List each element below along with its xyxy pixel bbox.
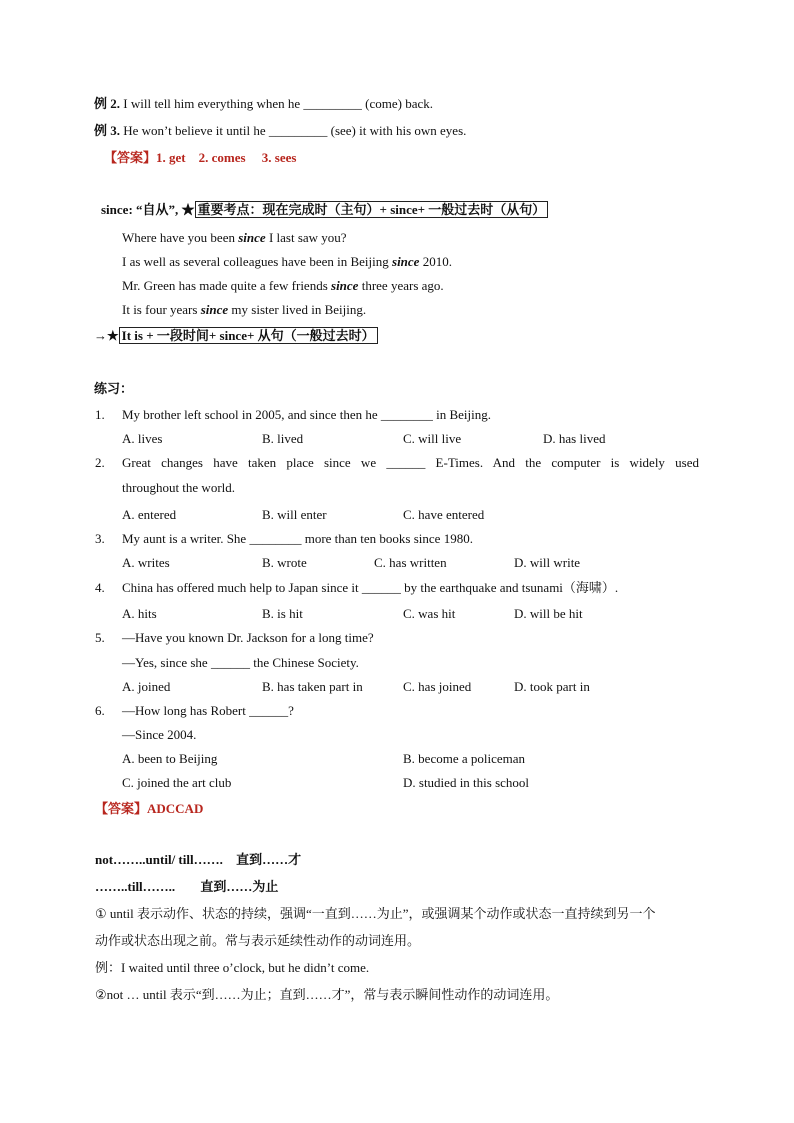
sentence-part: three years ago. <box>358 278 444 293</box>
keyword-since: since <box>331 278 359 293</box>
question-number: 2. <box>95 455 105 470</box>
question-number: 4. <box>95 580 105 595</box>
until-meaning: 直到……才 <box>236 852 302 867</box>
option-c: C. has joined <box>403 679 472 694</box>
option-b: B. is hit <box>262 606 303 621</box>
option-a: A. hits <box>122 606 157 621</box>
example-label: 例 3. <box>94 123 121 138</box>
example-3 <box>94 122 466 140</box>
option-a: A. been to Beijing <box>122 751 218 766</box>
example-text: I will tell him everything when he _________ (come) back. <box>123 96 434 111</box>
question-number: 5. <box>95 630 105 645</box>
question-6-stem-cont: —Since 2004. <box>122 727 197 742</box>
option-a: A. entered <box>122 507 177 522</box>
practice-title: 练习： <box>94 381 134 396</box>
sentence-part: It is four years <box>122 302 201 317</box>
until-example: 例：I waited until three o’clock, but he didn’t come. <box>95 960 370 975</box>
option-d: D. has lived <box>543 431 606 446</box>
since-rule-2 <box>94 327 378 345</box>
answer-block-2: 【答案】ADCCAD <box>95 801 204 816</box>
option-c: C. was hit <box>403 606 456 621</box>
since-example-3 <box>122 277 444 295</box>
question-2-stem-cont: throughout the world. <box>122 480 236 495</box>
option-c: C. has written <box>374 555 447 570</box>
question-number: 3. <box>95 531 105 546</box>
since-key-point-box: 重要考点：现在完成时（主句）+ since+ 一般过去时（从句） <box>195 201 549 218</box>
example-2 <box>94 95 433 113</box>
option-b: B. has taken part in <box>262 679 363 694</box>
example-label: 例 2. <box>94 96 121 111</box>
option-c: C. will live <box>403 431 462 446</box>
until-heading-2 <box>95 878 278 896</box>
option-b: B. become a policeman <box>403 751 526 766</box>
since-heading <box>101 201 548 219</box>
till-pattern: ……..till…….. <box>95 879 176 894</box>
example-text: He won’t believe it until he _________ (see) it with his own eyes. <box>123 123 467 138</box>
option-b: B. lived <box>262 431 304 446</box>
option-d: D. took part in <box>514 679 590 694</box>
until-point-1: ① until 表示动作、状态的持续，强调“一直到……为止”，或强调某个动作或状态一直持续到另一个 <box>95 906 656 921</box>
until-point-2: ②not … until 表示“到……为止；直到……才”，常与表示瞬间性动作的动词连用。 <box>95 987 559 1002</box>
sentence-part: Mr. Green has made quite a few friends <box>122 278 332 293</box>
option-b: B. will enter <box>262 507 327 522</box>
since-heading-prefix: since: “自从”, ★ <box>101 202 195 217</box>
sentence-part: Where have you been <box>122 230 239 245</box>
till-meaning: 直到……为止 <box>200 879 279 894</box>
option-b: B. wrote <box>262 555 307 570</box>
question-4-stem: China has offered much help to Japan since it ______ by the earthquake and tsunami（海啸）. <box>122 580 619 595</box>
question-6-stem: —How long has Robert ______? <box>122 703 294 718</box>
question-1-stem: My brother left school in 2005, and since then he ________ in Beijing. <box>122 407 491 422</box>
until-pattern: not……..until/ till……. <box>95 852 223 867</box>
question-number: 6. <box>95 703 105 718</box>
since-example-1 <box>122 229 347 247</box>
question-5-stem-cont: —Yes, since she ______ the Chinese Society. <box>122 655 359 670</box>
option-a: A. lives <box>122 431 163 446</box>
since-rule-box: It is + 一段时间+ since+ 从句（一般过去时） <box>119 327 378 344</box>
option-d: D. studied in this school <box>403 775 530 790</box>
sentence-part: I last saw you? <box>265 230 347 245</box>
sentence-part: 2010. <box>419 254 452 269</box>
option-a: A. writes <box>122 555 170 570</box>
option-c: C. joined the art club <box>122 775 232 790</box>
until-heading-1 <box>95 851 301 869</box>
question-number: 1. <box>95 407 105 422</box>
keyword-since: since <box>200 302 229 317</box>
option-d: D. will be hit <box>514 606 583 621</box>
sentence-part: I as well as several colleagues have been in Beijing <box>122 254 393 269</box>
option-c: C. have entered <box>403 507 485 522</box>
keyword-since: since <box>392 254 420 269</box>
until-point-1-cont: 动作或状态出现之前。常与表示延续性动作的动词连用。 <box>95 933 421 948</box>
since-example-2 <box>122 253 452 271</box>
keyword-since: since <box>238 230 266 245</box>
question-2-stem: Great changes have taken place since we ______ E-Times. And the computer is widely used <box>122 455 699 470</box>
answer-block-1: 【答案】1. get 2. comes 3. sees <box>104 150 297 165</box>
sentence-part: my sister lived in Beijing. <box>228 302 367 317</box>
question-5-stem: —Have you known Dr. Jackson for a long time? <box>122 630 374 645</box>
question-3-stem: My aunt is a writer. She ________ more than ten books since 1980. <box>122 531 473 546</box>
option-a: A. joined <box>122 679 171 694</box>
arrow-star-marker: →★ <box>94 328 119 343</box>
option-d: D. will write <box>514 555 581 570</box>
since-example-4 <box>122 301 366 319</box>
